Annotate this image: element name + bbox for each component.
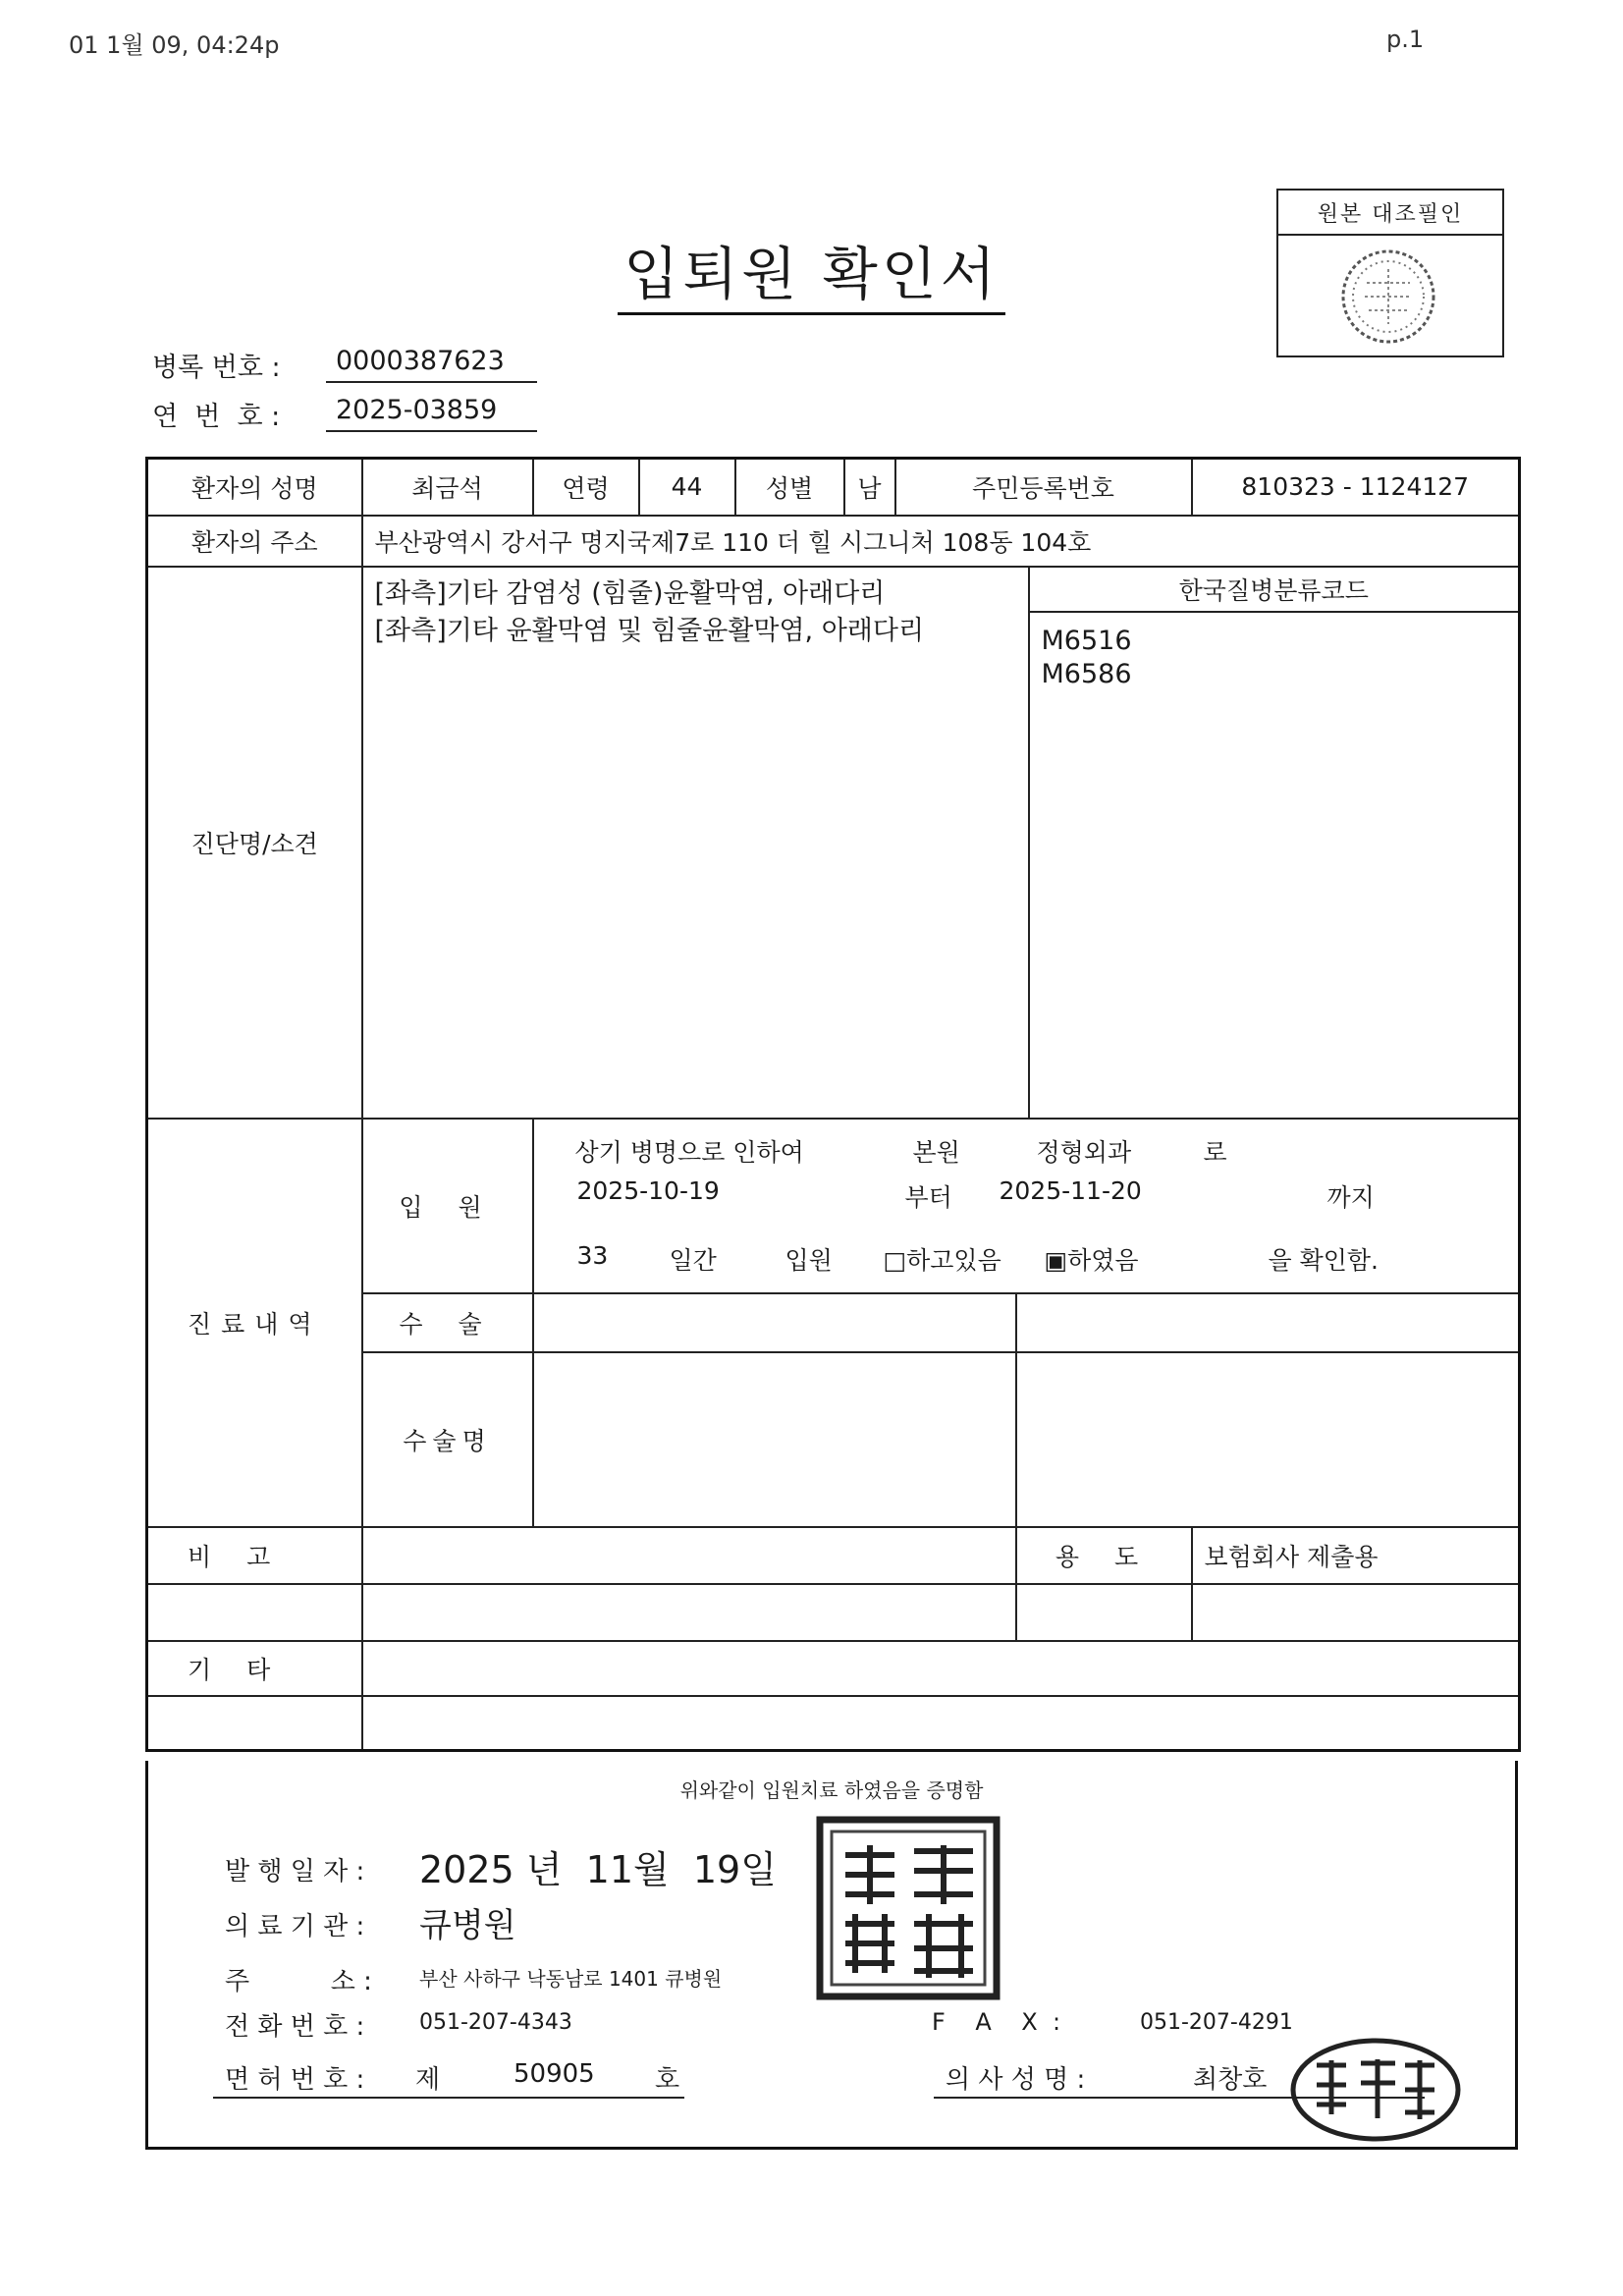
purpose-label: 용 도: [1016, 1527, 1192, 1584]
admission-details: [533, 1119, 1520, 1293]
certification-section: [145, 1761, 1518, 2150]
kcd-code: M6516: [1041, 625, 1132, 656]
diagnosis-text: [362, 567, 1029, 1119]
cause-text: 상기 병명으로 인하여: [574, 1137, 804, 1167]
to-text: 로: [1203, 1137, 1227, 1167]
option-completed-checkbox: ▣하였음: [1044, 1245, 1139, 1275]
days-label: 일간: [669, 1245, 717, 1275]
diagnosis-line: [좌측]기타 감염성 (힘줄)윤활막염, 아래다리: [374, 577, 886, 609]
other-label: 기 타: [147, 1641, 362, 1696]
treatment-label: 진료내역: [147, 1119, 362, 1527]
issue-date-label: 발 행 일 자 :: [225, 1857, 365, 1886]
other-row-2: [147, 1696, 1520, 1751]
sex-value: 남: [844, 459, 895, 516]
serial-number-value: 2025-03859: [326, 395, 537, 432]
fax-label: F A X :: [932, 2008, 1061, 2036]
admission-row: [147, 1119, 1520, 1293]
surgery-name-value: [533, 1352, 1016, 1527]
address-label: 환자의 주소: [147, 516, 362, 567]
license-number: 50905: [514, 2059, 595, 2089]
phone-label: 전 화 번 호 :: [225, 2012, 365, 2042]
surgery-label: 수 술: [362, 1293, 533, 1352]
license-prefix: 제: [415, 2065, 441, 2095]
chart-number-value: 0000387623: [326, 346, 537, 383]
remarks-value: [362, 1527, 1016, 1584]
license-label: 면 허 번 호 :: [225, 2065, 365, 2095]
remarks-row: [147, 1527, 1520, 1584]
admit-label: 입원: [784, 1245, 833, 1275]
age-label: 연령: [533, 459, 639, 516]
discharge-date: 2025-11-20: [999, 1175, 1142, 1205]
doctor-name: 최창호: [1193, 2065, 1268, 2095]
kcd-code: M6586: [1041, 658, 1132, 689]
other-value: [362, 1641, 1520, 1696]
this-hospital: 본원: [912, 1137, 960, 1167]
address-label-bottom: 주 소 :: [225, 1967, 372, 1996]
days-count: 33: [576, 1240, 609, 1270]
diagnosis-label: 진단명/소견: [147, 567, 362, 1119]
sex-label: 성별: [735, 459, 844, 516]
verification-label: 원본 대조필인: [1278, 191, 1502, 236]
fax-number: 051-207-4291: [1140, 2010, 1293, 2035]
patient-name: 최금석: [362, 459, 533, 516]
patient-info-row: [147, 459, 1520, 516]
age-value: 44: [639, 459, 735, 516]
diagnosis-line: [좌측]기타 윤활막염 및 힘줄윤활막염, 아래다리: [374, 615, 925, 646]
remarks-row-2: [147, 1584, 1520, 1641]
from-label: 부터: [904, 1182, 952, 1212]
hospital-seal-icon: [816, 1816, 1002, 2002]
kcd-cell: [1029, 567, 1520, 1119]
patient-name-label: 환자의 성명: [147, 459, 362, 516]
rrn-label: 주민등록번호: [895, 459, 1192, 516]
certify-statement: 위와같이 입원치료 하였음을 증명함: [679, 1778, 984, 1802]
form-table: [145, 457, 1521, 1752]
confirm-text: 을 확인함.: [1268, 1245, 1379, 1275]
address-row: [147, 516, 1520, 567]
surgery-name-label: 수술명: [362, 1352, 533, 1527]
rrn-value: 810323 - 1124127: [1192, 459, 1520, 516]
surgery-extra: [1016, 1293, 1520, 1352]
phone-number: 051-207-4343: [419, 2010, 572, 2035]
remarks-label: 비 고: [147, 1527, 362, 1584]
surgery-name-extra: [1016, 1352, 1520, 1527]
serial-number-label: 연 번 호 :: [152, 402, 281, 432]
fax-timestamp: 01 1월 09, 04:24p: [69, 31, 280, 59]
license-suffix: 호: [655, 2065, 680, 2095]
diagnosis-row: [147, 567, 1520, 1119]
option-ongoing-checkbox: □하고있음: [883, 1245, 1001, 1275]
purpose-value: 보험회사 제출용: [1192, 1527, 1520, 1584]
institution-label: 의 료 기 관 :: [225, 1912, 365, 1941]
issue-date: 2025 년 11월 19일: [419, 1848, 777, 1891]
other-row: [147, 1641, 1520, 1696]
doctor-label: 의 사 성 명 :: [946, 2065, 1086, 2095]
doctor-seal-icon: [1287, 2036, 1464, 2144]
institution-name: 큐병원: [419, 1906, 516, 1945]
document-title: 입퇴원 확인서: [0, 228, 1623, 315]
admission-label: 입 원: [362, 1119, 533, 1293]
page-number: p.1: [1386, 26, 1425, 53]
address-value: 부산광역시 강서구 명지국제7로 110 더 힐 시그니처 108동 104호: [362, 516, 1520, 567]
institution-address: 부산 사하구 낙동남로 1401 큐병원: [419, 1967, 723, 1991]
chart-number-label: 병록 번호 :: [152, 353, 281, 383]
until-label: 까지: [1326, 1182, 1375, 1212]
admission-date: 2025-10-19: [576, 1175, 720, 1205]
kcd-label: 한국질병분류코드: [1030, 568, 1519, 613]
surgery-value: [533, 1293, 1016, 1352]
department: 정형외과: [1036, 1137, 1132, 1167]
